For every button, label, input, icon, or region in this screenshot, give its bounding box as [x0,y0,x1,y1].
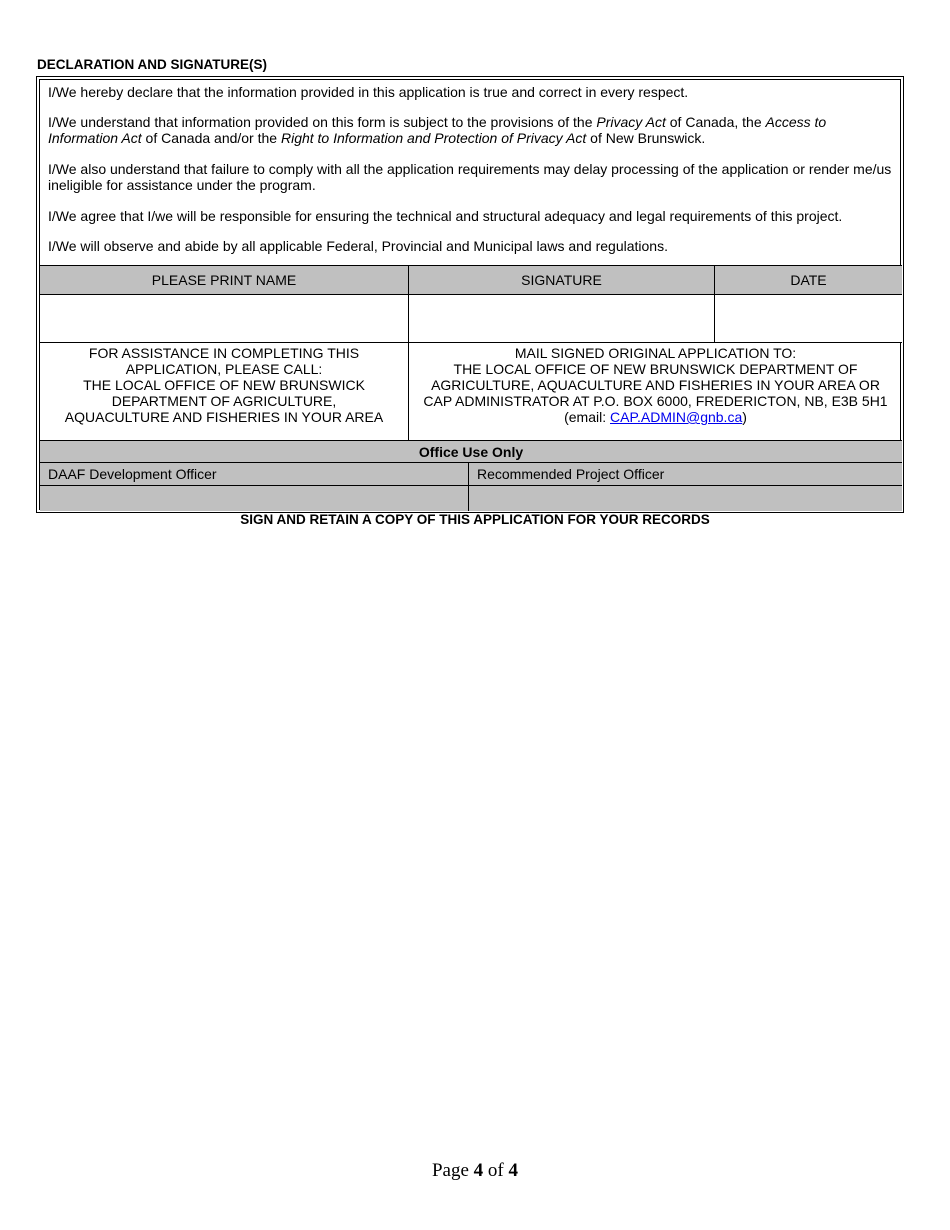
project-officer-field[interactable] [469,486,902,511]
signature-entry-row [40,295,902,343]
office-use-label-row [40,463,902,486]
signature-header-row [40,266,902,295]
daaf-officer-field[interactable] [40,486,469,511]
assistance-line: AQUACULTURE AND FISHERIES IN YOUR AREA [64,409,384,425]
declaration-compliance: I/We also understand that failure to comply with all the application requirements may delay processing of the application or render me/us ineligible for assistance under the program. [48,161,892,193]
assistance-line: THE LOCAL OFFICE OF NEW BRUNSWICK [83,377,365,393]
declaration-form-inner [39,79,901,510]
signature-field[interactable] [409,295,715,342]
assistance-line: APPLICATION, PLEASE CALL: [125,361,323,377]
assistance-info [40,343,409,440]
retain-copy-note: SIGN AND RETAIN A COPY OF THIS APPLICATION FOR YOUR RECORDS [240,512,710,527]
declaration-true-correct: I/We hereby declare that the information provided in this application is true and correct in every respect. [48,84,689,100]
mail-line: MAIL SIGNED ORIGINAL APPLICATION TO: [514,345,797,361]
page-number: Page 4 of 4 [431,1160,518,1181]
section-title: DECLARATION AND SIGNATURE(S) [37,57,267,72]
assistance-line: DEPARTMENT OF AGRICULTURE, [111,393,337,409]
declaration-statements [40,80,902,266]
contact-info-row [40,343,902,441]
daaf-officer-label: DAAF Development Officer [40,463,469,485]
date-field[interactable] [715,295,902,342]
office-use-field-row [40,486,902,511]
col-header-signature: SIGNATURE [409,266,715,294]
mail-email-line: (email: CAP.ADMIN@gnb.ca) [564,409,747,425]
declaration-responsibility: I/We agree that I/we will be responsible for ensuring the technical and structural adequacy and legal requirements of this project. [48,208,843,224]
mail-info [409,343,902,440]
declaration-laws: I/We will observe and abide by all applicable Federal, Provincial and Municipal laws and regulations. [48,238,668,254]
print-name-field[interactable] [40,295,409,342]
project-officer-label: Recommended Project Officer [477,466,665,482]
mail-line: AGRICULTURE, AQUACULTURE AND FISHERIES IN YOUR AREA OR [431,377,880,393]
assistance-line: FOR ASSISTANCE IN COMPLETING THIS [88,345,360,361]
mail-line: CAP ADMINISTRATOR AT P.O. BOX 6000, FREDERICTON, NB, E3B 5H1 [423,393,888,409]
declaration-privacy: I/We understand that information provided on this form is subject to the provisions of the Privacy Act of Canada, the Access to Information Act of Canada and/or the Right to Information and Protection of Privacy Act of New Brunswick. [48,114,827,146]
email-link[interactable]: CAP.ADMIN@gnb.ca [610,409,743,425]
col-header-print-name: PLEASE PRINT NAME [40,266,409,294]
office-use-title: Office Use Only [40,441,902,463]
mail-line: THE LOCAL OFFICE OF NEW BRUNSWICK DEPARTMENT OF [453,361,858,377]
col-header-date: DATE [790,272,827,288]
declaration-form-table [36,76,904,513]
